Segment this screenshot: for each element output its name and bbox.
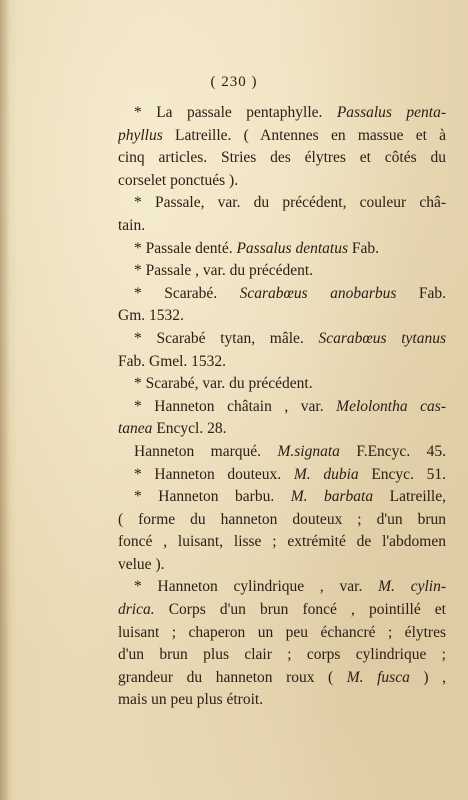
- text-line: [118, 102, 446, 125]
- text-run: Hanneton marqué.: [134, 442, 278, 460]
- text-line: [118, 622, 446, 645]
- text-run: Encyc. 51.: [358, 465, 446, 483]
- page-fold-shadow: [0, 0, 10, 800]
- text-run: * Scarabé, var. du précédent.: [134, 375, 313, 393]
- text-line: [118, 418, 446, 441]
- text-run: luisant ; chaperon un peu échancré ; élytres: [118, 623, 446, 641]
- text-run: velue ).: [118, 555, 165, 573]
- text-line: [118, 328, 446, 351]
- text-run: * Scarabé tytan, mâle.: [134, 329, 319, 347]
- text-line: [118, 305, 446, 328]
- text-run: * Passale, var. du précédent, couleur châ-: [134, 194, 446, 212]
- italic-species-name: M.signata: [277, 442, 340, 460]
- text-line: [118, 170, 446, 193]
- text-run: * Scarabé.: [134, 284, 240, 302]
- italic-species-name: Passalus penta-: [336, 104, 446, 121]
- text-run: * Hanneton douteux.: [134, 465, 294, 483]
- text-run: foncé , luisant, lisse ; extrémité de l'abdomen: [118, 533, 446, 551]
- text-run: * Hanneton châtain , var.: [134, 397, 337, 415]
- text-run: * Hanneton barbu.: [134, 488, 291, 506]
- text-run: tain.: [118, 216, 146, 234]
- page-number: ( 230 ): [210, 74, 258, 90]
- text-line: [118, 283, 446, 306]
- text-line: [118, 147, 446, 170]
- page-body-text: [118, 102, 446, 712]
- italic-species-name: tanea: [118, 420, 153, 438]
- text-line: [118, 576, 446, 599]
- text-line: [118, 509, 446, 532]
- text-run: Fab.: [347, 239, 379, 257]
- italic-species-name: Scarabœus tytanus: [318, 329, 446, 347]
- text-line: [118, 351, 446, 374]
- text-line: [118, 689, 446, 712]
- italic-species-name: M. dubia: [293, 465, 359, 483]
- text-run: Fab. Gmel. 1532.: [118, 352, 227, 370]
- text-run: Encycl. 28.: [152, 420, 227, 438]
- text-line: [118, 125, 446, 148]
- italic-species-name: M. cylin-: [378, 578, 446, 596]
- text-line: [118, 531, 446, 554]
- text-run: Latreille,: [373, 488, 446, 506]
- text-line: [118, 667, 446, 690]
- text-run: Fab.: [396, 284, 446, 302]
- text-run: grandeur du hanneton roux (: [118, 668, 347, 686]
- text-run: Latreille. ( Antennes en massue et à: [162, 126, 446, 144]
- text-run: * La passale pentaphylle.: [134, 104, 337, 121]
- text-run: ) ,: [409, 668, 446, 686]
- text-line: [118, 238, 446, 261]
- text-run: corselet ponctués ).: [118, 171, 239, 189]
- text-run: ( forme du hanneton douteux ; d'un brun: [118, 510, 446, 528]
- text-line: [118, 644, 446, 667]
- text-run: * Passale , var. du précédent.: [134, 262, 314, 280]
- italic-species-name: phyllus: [118, 126, 163, 144]
- text-line: [118, 373, 446, 396]
- text-line: [118, 441, 446, 464]
- text-line: [118, 260, 446, 283]
- text-run: cinq articles. Stries des élytres et côtés du: [118, 149, 446, 167]
- text-run: mais un peu plus étroit.: [118, 691, 264, 709]
- italic-species-name: M. fusca: [346, 668, 410, 686]
- italic-species-name: Scarabœus anobarbus: [239, 284, 397, 302]
- text-line: [118, 215, 446, 238]
- text-line: [118, 396, 446, 419]
- text-line: [118, 599, 446, 622]
- text-run: F.Encyc. 45.: [339, 442, 446, 460]
- italic-species-name: drica.: [118, 601, 155, 619]
- italic-species-name: Passalus dentatus: [236, 239, 348, 257]
- italic-species-name: M. barbata: [290, 488, 374, 506]
- text-run: * Hanneton cylindrique , var.: [134, 578, 379, 596]
- text-run: Corps d'un brun foncé , pointillé et: [154, 601, 446, 619]
- text-run: * Passale denté.: [134, 239, 237, 257]
- text-run: Gm. 1532.: [118, 307, 184, 325]
- text-line: [118, 464, 446, 487]
- text-line: [118, 486, 446, 509]
- text-line: [118, 554, 446, 577]
- text-run: d'un brun plus clair ; corps cylindrique ;: [118, 646, 446, 664]
- text-line: [118, 192, 446, 215]
- italic-species-name: Melolontha cas-: [336, 397, 446, 415]
